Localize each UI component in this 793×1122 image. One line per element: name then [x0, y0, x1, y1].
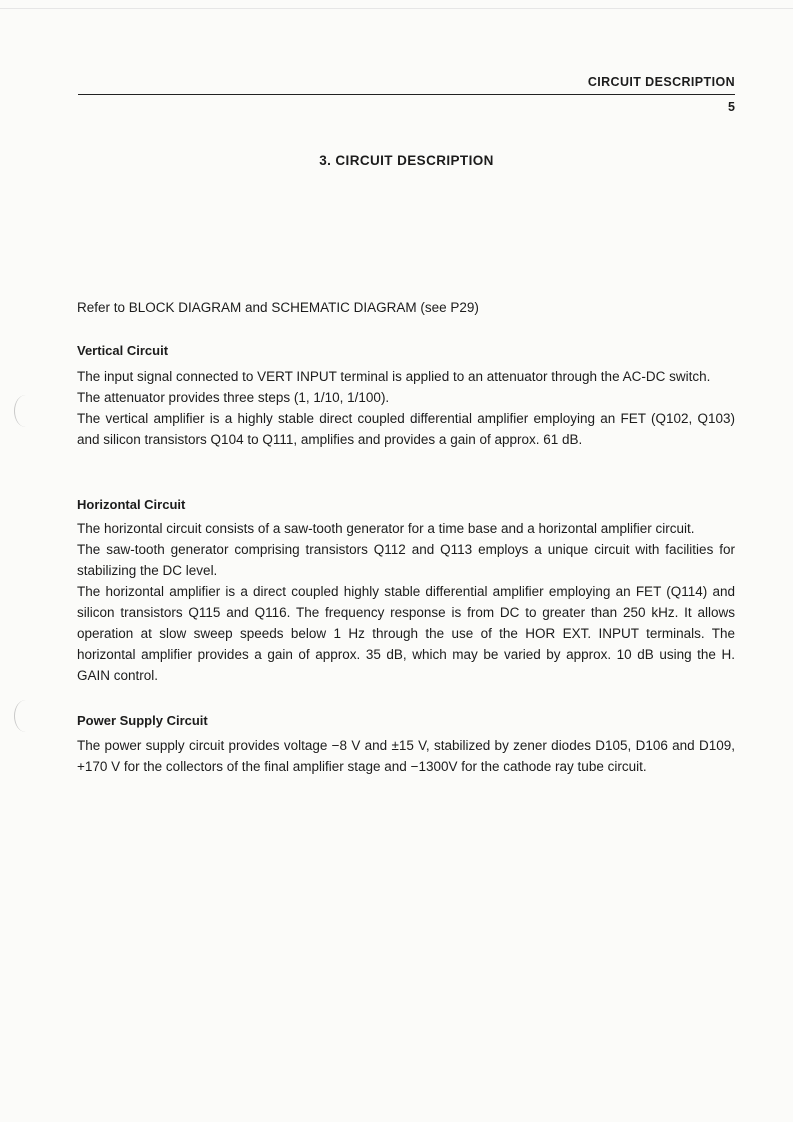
vertical-circuit-text: [77, 366, 735, 450]
horizontal-paragraph-3: The horizontal amplifier is a direct coupled highly stable differential amplifier employing an FET (Q114) and silicon transistors Q115 and Q116. The frequency response is from DC to greater than 250 kHz. It allows operation at slow sweep speeds below 1 Hz through the use of the HOR EXT. INPUT terminals. The horizontal amplifier provides a gain of approx. 35 dB, which may be varied by approx. 10 dB using the H. GAIN control.: [77, 584, 735, 683]
binder-hole-upper: [14, 395, 37, 427]
running-header-title: CIRCUIT DESCRIPTION: [587, 75, 735, 89]
intro-reference: Refer to BLOCK DIAGRAM and SCHEMATIC DIAGRAM (see P29): [77, 300, 479, 315]
vertical-circuit-heading: Vertical Circuit: [77, 343, 169, 358]
page-top-edge-line: [0, 8, 793, 9]
page-number: 5: [728, 100, 735, 114]
binder-hole-lower: [14, 700, 37, 732]
horizontal-circuit-text: [77, 518, 735, 686]
section-heading: 3. CIRCUIT DESCRIPTION: [319, 153, 494, 168]
vertical-paragraph-1: The input signal connected to VERT INPUT terminal is applied to an attenuator through the AC-DC switch.: [77, 369, 711, 384]
power-supply-heading: Power Supply Circuit: [77, 713, 208, 728]
horizontal-circuit-heading: Horizontal Circuit: [77, 497, 186, 512]
horizontal-paragraph-2: The saw-tooth generator comprising transistors Q112 and Q113 employs a unique circuit with facilities for stabilizing the DC level.: [77, 542, 735, 578]
power-supply-text: [77, 735, 735, 777]
power-paragraph-1: The power supply circuit provides voltage −8 V and ±15 V, stabilized by zener diodes D105, D106 and D109, +170 V for the collectors of the final amplifier stage and −1300V for the cathode ray tube circuit.: [77, 738, 735, 774]
horizontal-paragraph-1: The horizontal circuit consists of a saw-tooth generator for a time base and a horizontal amplifier circuit.: [77, 521, 695, 536]
vertical-paragraph-3: The vertical amplifier is a highly stable direct coupled differential amplifier employing an FET (Q102, Q103) and silicon transistors Q104 to Q111, amplifies and provides a gain of approx. 61 dB.: [77, 411, 735, 447]
vertical-paragraph-2: The attenuator provides three steps (1, 1/10, 1/100).: [77, 390, 390, 405]
header-rule: [78, 94, 735, 95]
